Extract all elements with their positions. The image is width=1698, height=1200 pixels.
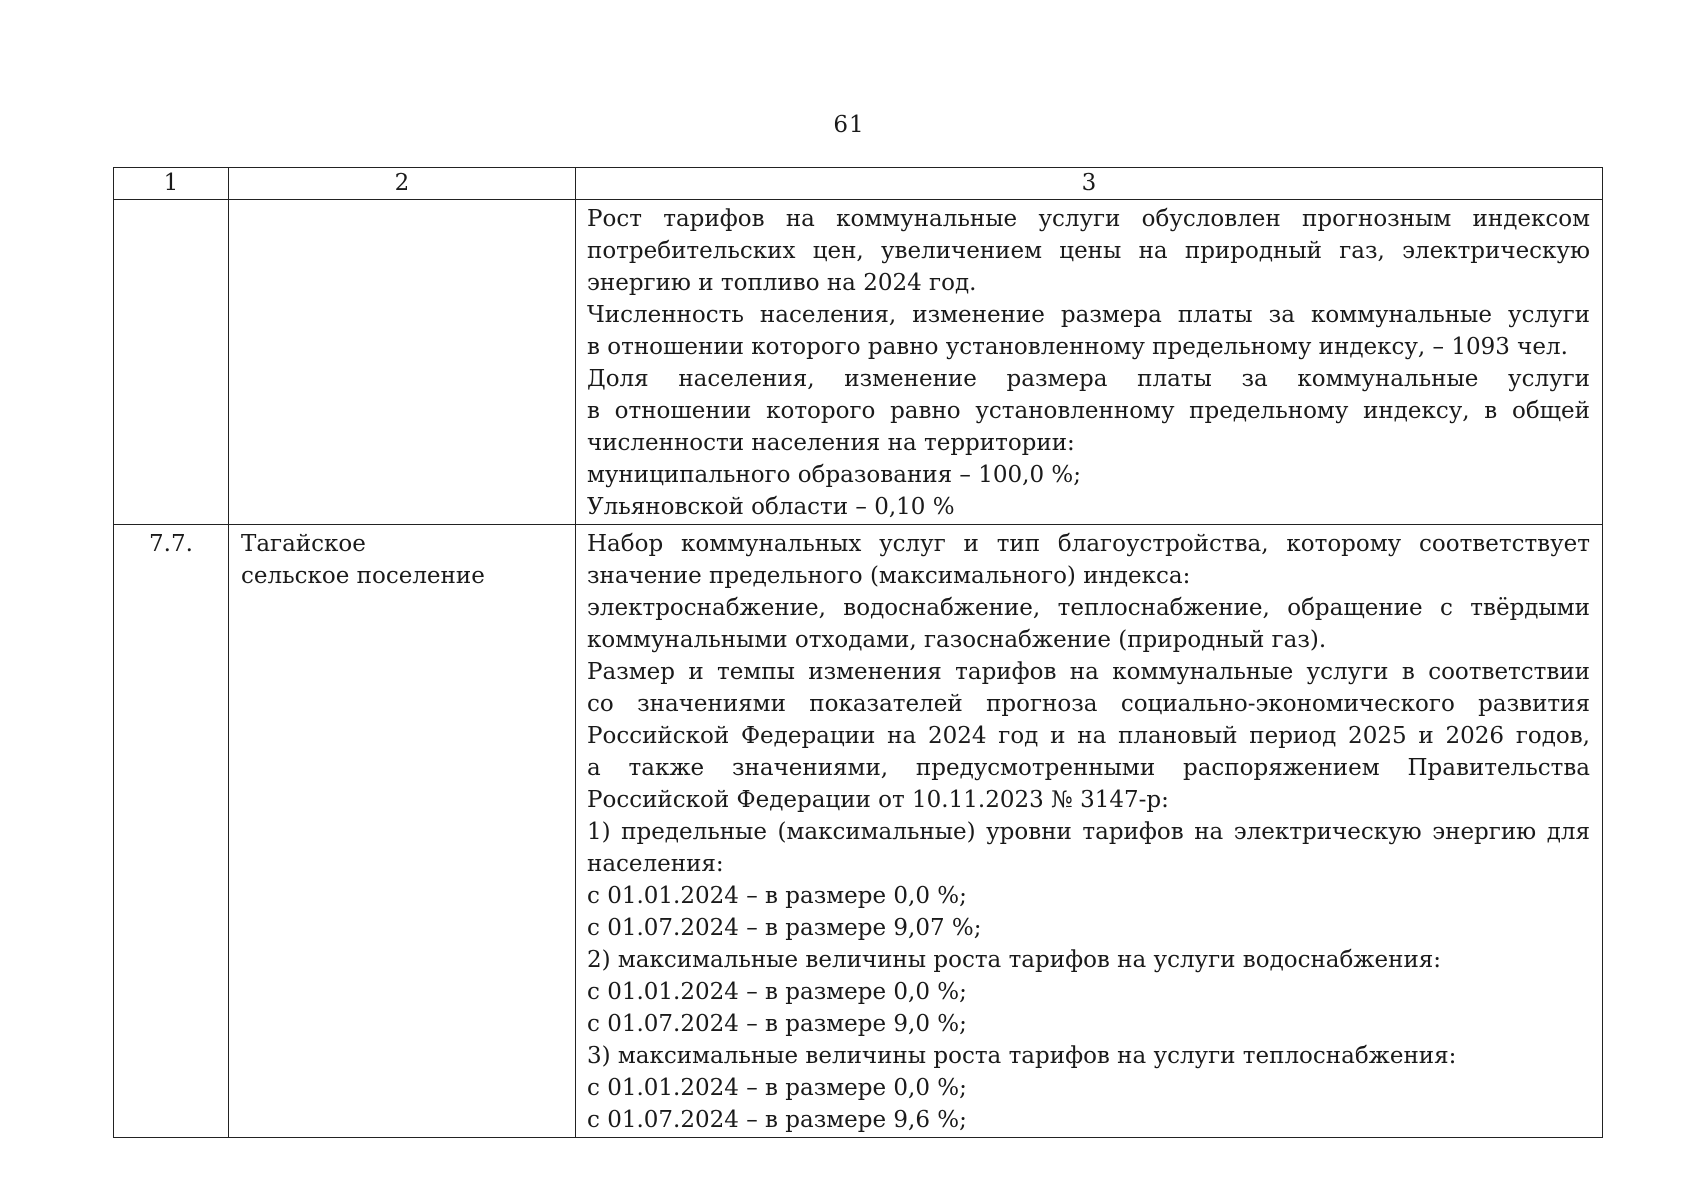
- settlement-name-cell: [229, 525, 576, 1138]
- description-line: со значениями показателей прогноза социально-экономического развития: [587, 691, 1590, 717]
- description-line: Размер и темпы изменения тарифов на коммунальные услуги в соответствии: [587, 659, 1590, 685]
- description-line: Набор коммунальных услуг и тип благоустройства, которому соответствует: [587, 531, 1590, 557]
- description-line: с 01.01.2024 – в размере 0,0 %;: [587, 979, 967, 1005]
- description-line: Российской Федерации от 10.11.2023 № 3147-р:: [587, 787, 1169, 813]
- description-line: муниципального образования – 100,0 %;: [587, 462, 1081, 488]
- row-number-cell: 7.7.: [114, 525, 229, 1138]
- description-line: Рост тарифов на коммунальные услуги обусловлен прогнозным индексом: [587, 206, 1590, 232]
- table-row: [114, 525, 1603, 1138]
- page-number: 61: [833, 112, 865, 138]
- row-number-cell: [114, 200, 229, 525]
- description-line: 3) максимальные величины роста тарифов на услуги теплоснабжения:: [587, 1043, 1457, 1069]
- column-header-2: 2: [229, 168, 576, 200]
- description-line: с 01.07.2024 – в размере 9,6 %;: [587, 1107, 967, 1133]
- description-line: Российской Федерации на 2024 год и на плановый период 2025 и 2026 годов,: [587, 723, 1590, 749]
- description-line: с 01.07.2024 – в размере 9,07 %;: [587, 915, 982, 941]
- description-line: а также значениями, предусмотренными распоряжением Правительства: [587, 755, 1590, 781]
- settlement-name-line: Тагайское: [241, 531, 366, 557]
- description-line: энергию и топливо на 2024 год.: [587, 270, 977, 296]
- description-line: 1) предельные (максимальные) уровни тарифов на электрическую энергию для: [587, 819, 1590, 845]
- table-header-row: [114, 168, 1603, 200]
- description-line: в отношении которого равно установленному предельному индексу, – 1093 чел.: [587, 334, 1568, 360]
- description-line: в отношении которого равно установленному предельному индексу, в общей: [587, 398, 1590, 424]
- description-line: численности населения на территории:: [587, 430, 1075, 456]
- description-line: потребительских цен, увеличением цены на природный газ, электрическую: [587, 238, 1590, 264]
- description-line: коммунальными отходами, газоснабжение (природный газ).: [587, 627, 1327, 653]
- table-row: [114, 200, 1603, 525]
- tariff-table: [113, 167, 1603, 1138]
- description-cell: [576, 200, 1603, 525]
- description-line: с 01.07.2024 – в размере 9,0 %;: [587, 1011, 967, 1037]
- settlement-name-line: сельское поселение: [241, 563, 485, 589]
- description-line: населения:: [587, 851, 724, 877]
- column-header-1: 1: [114, 168, 229, 200]
- description-cell: [576, 525, 1603, 1138]
- description-line: 2) максимальные величины роста тарифов на услуги водоснабжения:: [587, 947, 1442, 973]
- description-line: с 01.01.2024 – в размере 0,0 %;: [587, 883, 967, 909]
- description-line: с 01.01.2024 – в размере 0,0 %;: [587, 1075, 967, 1101]
- description-line: Доля населения, изменение размера платы за коммунальные услуги: [587, 366, 1590, 392]
- column-header-3: 3: [576, 168, 1603, 200]
- settlement-name-cell: [229, 200, 576, 525]
- description-line: электроснабжение, водоснабжение, теплоснабжение, обращение с твёрдыми: [587, 595, 1590, 621]
- description-line: Численность населения, изменение размера платы за коммунальные услуги: [587, 302, 1590, 328]
- description-line: значение предельного (максимального) индекса:: [587, 563, 1191, 589]
- description-line: Ульяновской области – 0,10 %: [587, 494, 955, 520]
